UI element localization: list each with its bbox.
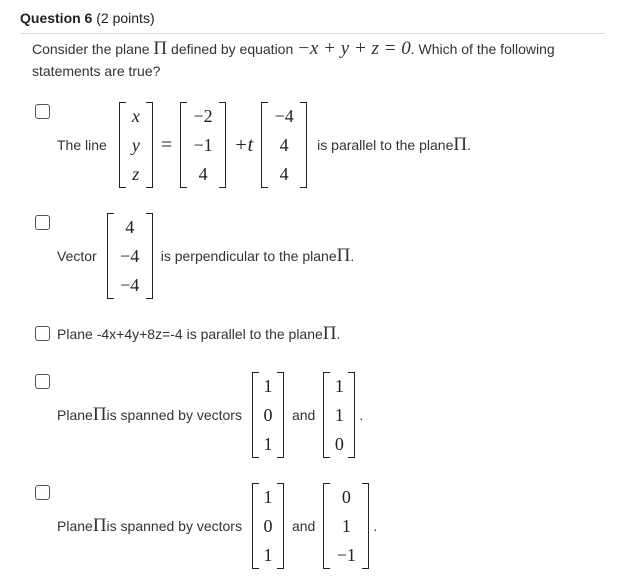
option-1-label-after: is parallel to the plane — [317, 137, 454, 153]
matrix-entry: 0 — [263, 404, 273, 425]
question-title: Question 6 — [20, 10, 93, 26]
matrix-entry: 4 — [279, 163, 289, 184]
option-5 — [57, 483, 377, 569]
option-4-label-mid: is spanned by vectors — [106, 407, 242, 423]
matrix-entry: 1 — [334, 376, 344, 397]
plane-symbol: Π — [322, 323, 337, 344]
option-1-label: The line — [57, 137, 107, 153]
matrix-entry: 1 — [263, 433, 273, 454]
option-2 — [57, 213, 354, 299]
spanning-vector-2 — [323, 372, 355, 458]
plane-symbol: Π — [453, 134, 468, 155]
matrix-entry: 4 — [198, 163, 208, 184]
matrix-entry: −1 — [193, 134, 213, 155]
option-4-label: Plane — [57, 407, 93, 423]
option-5-label-mid: is spanned by vectors — [106, 518, 242, 534]
equals-sign: = — [160, 133, 173, 156]
period: . — [467, 137, 471, 153]
option-2-label-after: is perpendicular to the plane — [160, 248, 337, 264]
option-3 — [57, 322, 340, 346]
header-divider — [20, 33, 605, 34]
option-5-checkbox[interactable] — [35, 485, 50, 500]
spanning-vector-1 — [252, 372, 284, 458]
plane-symbol: Π — [92, 515, 107, 536]
plane-symbol: Π — [153, 38, 168, 59]
option-2-label: Vector — [57, 248, 97, 264]
question-points: (2 points) — [96, 10, 155, 26]
matrix-entry: −4 — [274, 106, 294, 127]
matrix-entry: 1 — [334, 404, 344, 425]
option-1-checkbox[interactable] — [35, 104, 50, 119]
matrix-entry: −4 — [120, 274, 140, 295]
prompt-text-1: Consider the plane — [32, 41, 154, 57]
option-5-label: Plane — [57, 518, 93, 534]
option-3-checkbox[interactable] — [35, 326, 50, 341]
option-3-label: Plane -4x+4y+8z=-4 is parallel to the plane — [57, 326, 323, 342]
spanning-vector-1 — [252, 483, 284, 569]
matrix-entry: x — [131, 106, 140, 127]
prompt-text-3: . Which of the following statements are true? — [32, 41, 555, 79]
matrix-entry: 0 — [334, 433, 344, 454]
question-header — [20, 10, 155, 26]
period: . — [336, 326, 341, 342]
prompt-text-2: defined by equation — [167, 41, 298, 57]
matrix-entry: 4 — [125, 217, 135, 238]
matrix-entry: −4 — [120, 245, 140, 266]
matrix-entry: z — [132, 163, 140, 184]
matrix-entry: 4 — [279, 134, 289, 155]
and-text: and — [291, 407, 316, 423]
matrix-entry: 0 — [263, 515, 273, 536]
period: . — [350, 248, 355, 264]
period: . — [359, 407, 364, 423]
matrix-entry: −1 — [336, 544, 356, 565]
plane-symbol: Π — [92, 404, 107, 425]
matrix-entry: −2 — [193, 106, 213, 127]
matrix-entry: 1 — [263, 544, 273, 565]
line-point-vector — [180, 102, 226, 188]
spanning-vector-2 — [323, 483, 369, 569]
matrix-entry: 1 — [341, 515, 351, 536]
perpendicular-vector — [107, 213, 153, 299]
option-1 — [57, 102, 471, 188]
matrix-entry: 0 — [341, 487, 351, 508]
matrix-entry: 1 — [263, 487, 273, 508]
plus-t: +t — [234, 133, 254, 156]
period: . — [373, 518, 378, 534]
option-4-checkbox[interactable] — [35, 374, 50, 389]
question-prompt — [32, 38, 592, 82]
and-text: and — [291, 518, 316, 534]
option-2-checkbox[interactable] — [35, 215, 50, 230]
matrix-entry: y — [131, 134, 140, 155]
matrix-entry: 1 — [263, 376, 273, 397]
plane-symbol: Π — [336, 245, 351, 266]
line-variable-vector — [119, 102, 153, 188]
plane-equation: −x + y + z = 0 — [297, 38, 411, 59]
line-direction-vector — [261, 102, 307, 188]
option-4 — [57, 372, 363, 458]
